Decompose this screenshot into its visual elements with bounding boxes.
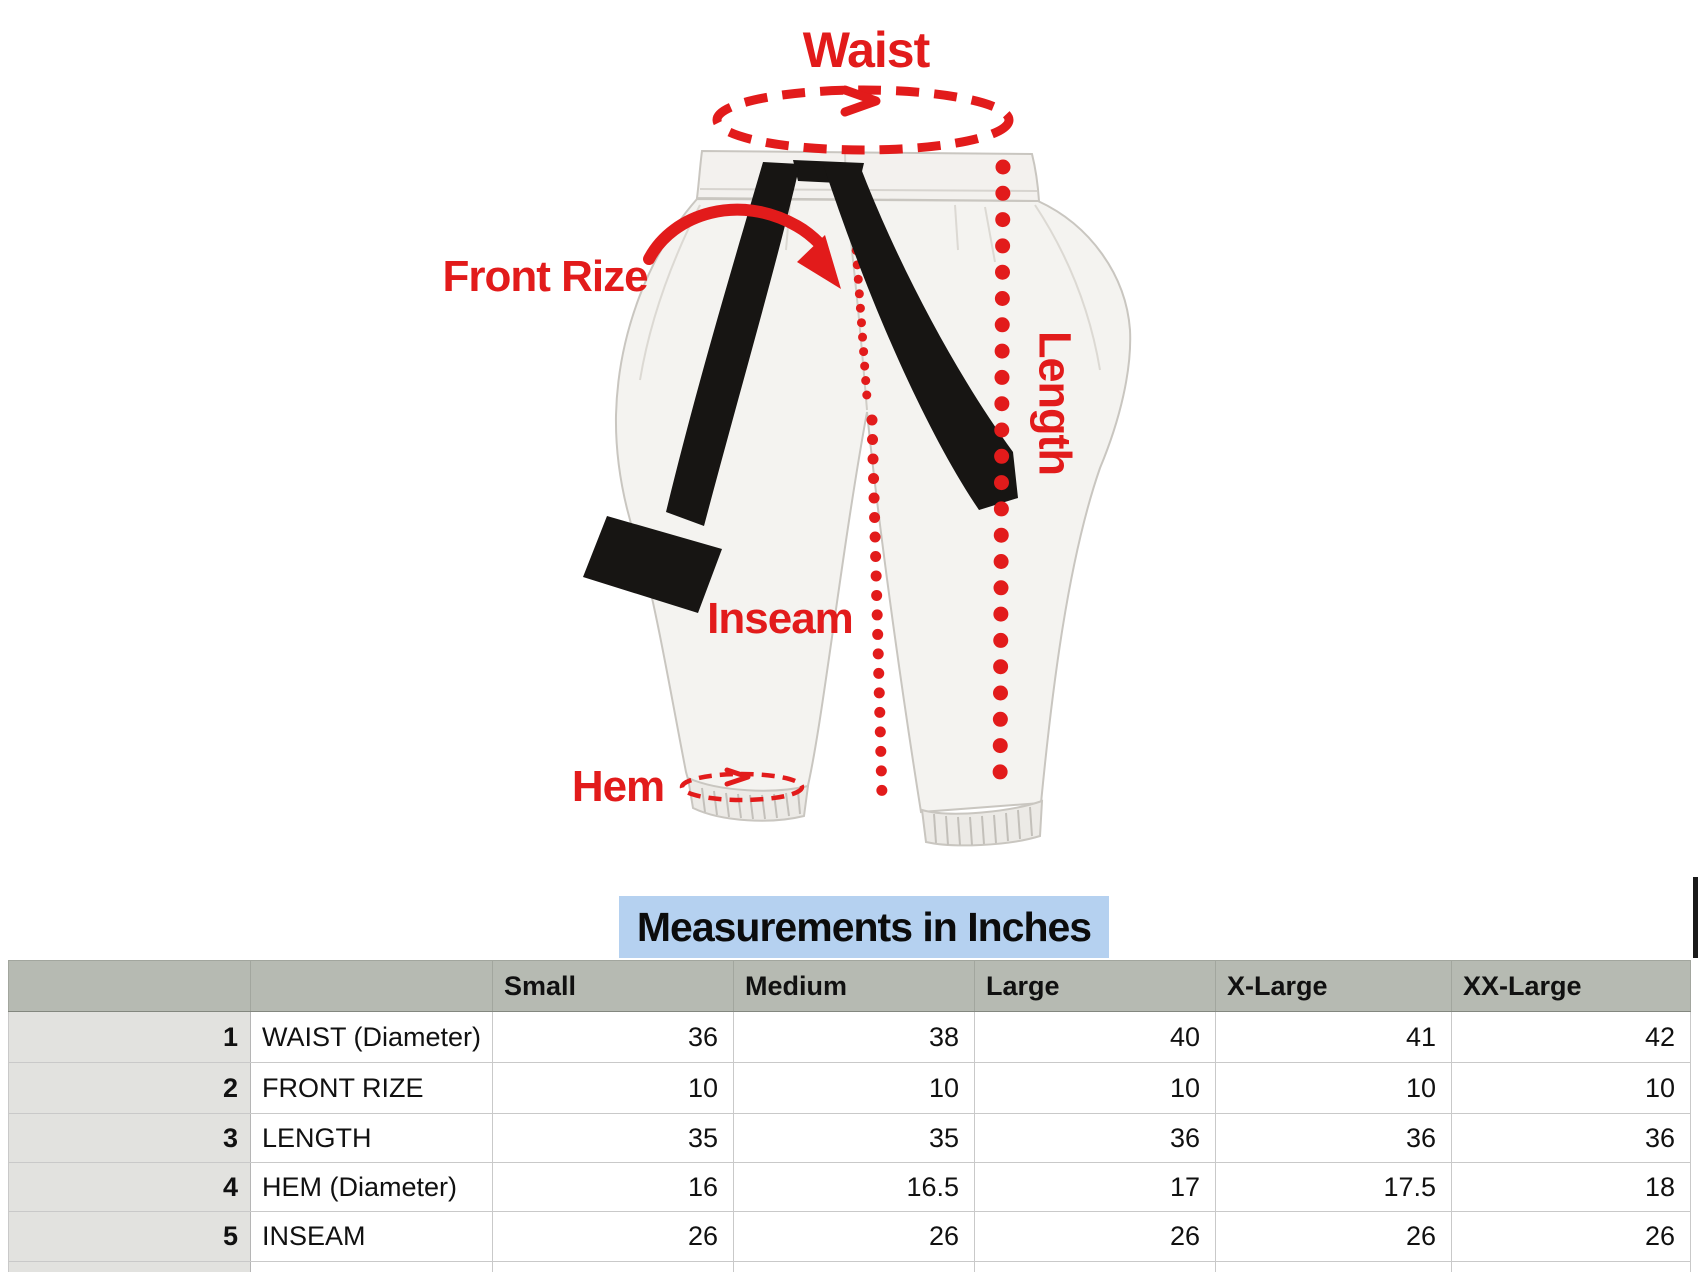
table-row-empty xyxy=(9,1262,1691,1272)
size-value-cell[interactable]: 35 xyxy=(734,1114,975,1163)
size-value-cell[interactable]: 16 xyxy=(493,1163,734,1212)
size-value-cell[interactable]: 26 xyxy=(1216,1212,1452,1262)
size-value-cell[interactable]: 26 xyxy=(493,1212,734,1262)
page-title: Measurements in Inches xyxy=(636,903,1092,950)
table-row xyxy=(9,1063,1691,1114)
length-label: Length xyxy=(1029,331,1081,475)
size-value-cell[interactable]: 10 xyxy=(975,1063,1216,1114)
measurement-label-cell[interactable]: LENGTH xyxy=(251,1114,493,1163)
table-row xyxy=(9,1012,1691,1063)
column-header-xx-large[interactable]: XX-Large xyxy=(1452,961,1691,1012)
column-header-blank-2[interactable] xyxy=(251,961,493,1012)
size-value-cell[interactable]: 36 xyxy=(975,1114,1216,1163)
measurement-label-cell[interactable]: INSEAM xyxy=(251,1212,493,1262)
measurement-label-cell[interactable]: HEM (Diameter) xyxy=(251,1163,493,1212)
column-header-large[interactable]: Large xyxy=(975,961,1216,1012)
size-value-cell[interactable]: 36 xyxy=(493,1012,734,1063)
waist-label: Waist xyxy=(802,22,930,78)
size-value-cell[interactable]: 36 xyxy=(1216,1114,1452,1163)
size-value-cell[interactable]: 10 xyxy=(493,1063,734,1114)
row-number-cell[interactable]: 1 xyxy=(9,1012,251,1063)
column-header-x-large[interactable]: X-Large xyxy=(1216,961,1452,1012)
size-value-cell[interactable]: 10 xyxy=(1216,1063,1452,1114)
empty-cell[interactable] xyxy=(493,1262,734,1272)
hem-label: Hem xyxy=(571,762,665,811)
empty-cell[interactable] xyxy=(1452,1262,1691,1272)
empty-cell[interactable] xyxy=(734,1262,975,1272)
size-value-cell[interactable]: 10 xyxy=(734,1063,975,1114)
empty-cell[interactable] xyxy=(251,1262,493,1272)
size-value-cell[interactable]: 40 xyxy=(975,1012,1216,1063)
size-value-cell[interactable]: 16.5 xyxy=(734,1163,975,1212)
right-edge-scrollbar-fragment[interactable] xyxy=(1693,877,1698,958)
size-value-cell[interactable]: 26 xyxy=(1452,1212,1691,1262)
size-value-cell[interactable]: 18 xyxy=(1452,1163,1691,1212)
size-value-cell[interactable]: 26 xyxy=(734,1212,975,1262)
measurement-label-cell[interactable]: WAIST (Diameter) xyxy=(251,1012,493,1063)
row-number-cell[interactable] xyxy=(9,1262,251,1272)
table-header-row xyxy=(9,961,1691,1012)
size-value-cell[interactable]: 41 xyxy=(1216,1012,1452,1063)
size-value-cell[interactable]: 26 xyxy=(975,1212,1216,1262)
title-highlight[interactable] xyxy=(619,896,1109,958)
column-header-medium[interactable]: Medium xyxy=(734,961,975,1012)
size-value-cell[interactable]: 38 xyxy=(734,1012,975,1063)
row-number-cell[interactable]: 5 xyxy=(9,1212,251,1262)
table-row xyxy=(9,1114,1691,1163)
table-row xyxy=(9,1163,1691,1212)
size-value-cell[interactable]: 17 xyxy=(975,1163,1216,1212)
row-number-cell[interactable]: 4 xyxy=(9,1163,251,1212)
table-row xyxy=(9,1212,1691,1262)
empty-cell[interactable] xyxy=(975,1262,1216,1272)
inseam-label: Inseam xyxy=(707,594,853,643)
column-header-blank-1[interactable] xyxy=(9,961,251,1012)
measurement-label-cell[interactable]: FRONT RIZE xyxy=(251,1063,493,1114)
column-header-small[interactable]: Small xyxy=(493,961,734,1012)
row-number-cell[interactable]: 3 xyxy=(9,1114,251,1163)
size-value-cell[interactable]: 42 xyxy=(1452,1012,1691,1063)
empty-cell[interactable] xyxy=(1216,1262,1452,1272)
size-value-cell[interactable]: 10 xyxy=(1452,1063,1691,1114)
size-value-cell[interactable]: 35 xyxy=(493,1114,734,1163)
size-value-cell[interactable]: 17.5 xyxy=(1216,1163,1452,1212)
size-table-wrap xyxy=(8,960,1691,1272)
size-value-cell[interactable]: 36 xyxy=(1452,1114,1691,1163)
row-number-cell[interactable]: 2 xyxy=(9,1063,251,1114)
size-table xyxy=(8,960,1691,1272)
front-rize-label: Front Rize xyxy=(442,252,648,301)
